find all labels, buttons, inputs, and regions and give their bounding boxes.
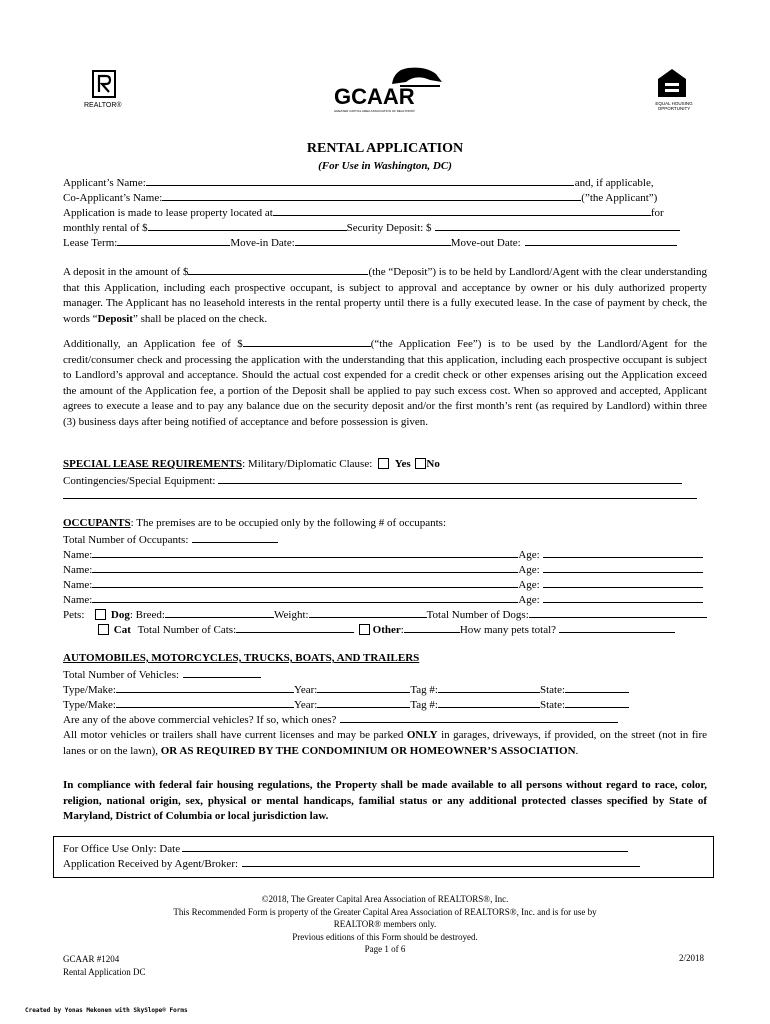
footer-members-only: REALTOR® members only. — [333, 919, 437, 929]
occupant-name-label: Name: — [63, 549, 93, 561]
footer-block — [0, 893, 770, 956]
vehicle-tag-label: Tag #: — [410, 699, 438, 711]
weight-label: Weight: — [274, 609, 309, 621]
parking-text-end: . — [575, 744, 579, 757]
parking-text-body: in garages, driveways, if provided, on the street (not in fire lanes or on the lawn), — [63, 729, 707, 757]
form-date: 2/2018 — [678, 953, 704, 963]
vehicles-heading: AUTOMOBILES, MOTORCYCLES, TRUCKS, BOATS, AND TRAILERS — [63, 652, 420, 664]
weight-field[interactable] — [309, 606, 427, 618]
occupant-3-name-field[interactable] — [92, 576, 518, 588]
occupant-name-label: Name: — [63, 594, 93, 606]
office-date-row — [63, 840, 628, 855]
cat-checkbox[interactable] — [98, 624, 109, 635]
form-number: GCAAR #1204 — [63, 954, 120, 964]
other-pet-checkbox[interactable] — [359, 624, 370, 635]
total-dogs-label: Total Number of Dogs: — [426, 609, 529, 621]
total-occupants-field[interactable] — [192, 531, 278, 543]
total-dogs-field[interactable] — [529, 606, 707, 618]
how-many-pets-field[interactable] — [559, 621, 675, 633]
fee-paragraph — [63, 335, 707, 430]
applicant-suffix: and, if applicable, — [574, 177, 654, 189]
page-title: RENTAL APPLICATION — [306, 141, 464, 156]
security-deposit-field[interactable] — [435, 219, 680, 231]
deposit-para-end: ” shall be placed on the check. — [132, 312, 268, 325]
occupant-age-label: Age: — [518, 564, 540, 576]
total-occupants-label: Total Number of Occupants: — [63, 534, 189, 546]
monthly-rental-label: monthly rental of $ — [63, 222, 148, 234]
vehicle-1-year-field[interactable] — [317, 681, 410, 693]
occupant-row-1 — [63, 546, 703, 561]
commercial-vehicles-row — [63, 711, 618, 726]
property-row — [63, 204, 664, 219]
vehicle-1-tag-field[interactable] — [438, 681, 540, 693]
applicant-label: Applicant’s Name: — [63, 177, 146, 189]
vehicle-year-label: Year: — [294, 684, 318, 696]
total-vehicles-row — [63, 666, 261, 681]
occupant-name-label: Name: — [63, 579, 93, 591]
deposit-para-body: (the “Deposit”) is to be held by Landlord/Agent with the clear understanding that this Application, including each prospective occupant, is subject to approval and acceptance by owner or his duly authorized property manager. The Applicant has no leasehold interests in the rental property until there is a fully executed lease. In the case of payment by check, the words “ — [63, 266, 707, 325]
move-in-date-field[interactable] — [295, 234, 451, 246]
property-suffix: for — [650, 207, 664, 219]
fee-para-start: Additionally, an Application fee of $ — [63, 338, 243, 350]
commercial-vehicles-label: Are any of the above commercial vehicles? If so, which ones? — [63, 714, 337, 726]
deposit-word: Deposit — [97, 312, 133, 325]
equal-housing-logo — [652, 68, 696, 118]
vehicles-heading-row — [63, 651, 419, 666]
monthly-rental-field[interactable] — [148, 219, 347, 231]
other-pet-field[interactable] — [404, 621, 460, 633]
contingencies-field[interactable] — [218, 472, 682, 484]
occupant-2-name-field[interactable] — [92, 561, 518, 573]
gcaar-logo-subtext: GREATER CAPITAL AREA ASSOCIATION OF REALTORS® — [334, 109, 415, 113]
rent-row — [63, 219, 680, 234]
occupant-row-4 — [63, 591, 703, 606]
contingencies-row — [63, 472, 682, 487]
commercial-vehicles-field[interactable] — [340, 711, 618, 723]
lease-term-field[interactable] — [117, 234, 230, 246]
equal-housing-icon — [657, 68, 687, 98]
vehicle-2-state-field[interactable] — [565, 696, 629, 708]
occupant-1-name-field[interactable] — [92, 546, 518, 558]
applicant-name-field[interactable] — [146, 174, 574, 186]
contingencies-field-line2[interactable] — [63, 498, 697, 499]
parking-association-clause: OR AS REQUIRED BY THE CONDOMINIUM OR HOMEOWNER’S ASSOCIATION — [160, 744, 576, 757]
security-deposit-label: Security Deposit: $ — [346, 222, 432, 234]
occupants-heading: OCCUPANTS — [63, 517, 131, 529]
occupant-3-age-field[interactable] — [543, 576, 703, 588]
realtor-logo — [80, 70, 130, 116]
office-date-label: For Office Use Only: Date — [63, 843, 181, 855]
pets-label: Pets: — [63, 609, 85, 621]
property-label: Application is made to lease property located at — [63, 207, 273, 219]
form-name: Rental Application DC — [63, 967, 146, 977]
lease-term-label: Lease Term: — [63, 237, 118, 249]
occupants-intro: : The premises are to be occupied only by the following # of occupants: — [130, 517, 446, 529]
parking-text-start: All motor vehicles or trailers shall have current licenses and may be parked — [63, 729, 407, 741]
fee-para-body: (“the Application Fee”) is to be used by the Landlord/Agent for the credit/consumer check and processing the application with the understanding that this application, including each prospective occupant is subject to Landlord’s approval and acceptance. Should the actual cost expended for a credit check or other expenses arising out the Application exceed the amount of the Application fee, a portion of the Deposit shall be applied to pay such excess cost. When so approved and accepted, Applicant agrees to execute a lease and to pay any balance due on the security deposit and/or the first month’s rent (as required by Landlord) within three (3) business days after being notified of acceptance and before possession is given. — [63, 338, 707, 428]
total-occupants-row — [63, 531, 278, 546]
pets-cat-row: Cat Total Number of Cats: Other: How many pets total? — [63, 621, 675, 636]
other-pet-label: Other — [372, 624, 401, 636]
dog-label: Dog — [110, 609, 130, 621]
occupant-1-age-field[interactable] — [543, 546, 703, 558]
occupant-age-label: Age: — [518, 549, 540, 561]
vehicle-tag-label: Tag #: — [410, 684, 438, 696]
occupant-age-label: Age: — [518, 579, 540, 591]
fair-housing-statement: In compliance with federal fair housing regulations, the Property shall be made available to all persons without regard to race, color, religion, national origin, sex, physical or mental handicaps, familial status or any additional protected classes specified by State of Maryland, District of Columbia or local jurisdiction law. — [63, 779, 707, 822]
cat-label: Cat — [113, 624, 131, 636]
move-in-label: Move-in Date: — [230, 237, 295, 249]
office-received-row — [63, 855, 640, 870]
footer-previous-editions: Previous editions of this Form should be destroyed. — [292, 931, 478, 942]
form-id-block — [63, 953, 146, 979]
parking-paragraph — [63, 728, 707, 759]
total-vehicles-label: Total Number of Vehicles: — [63, 669, 180, 681]
special-requirements-heading: SPECIAL LEASE REQUIREMENTS — [63, 458, 243, 470]
vehicle-type-label: Type/Make: — [63, 684, 116, 696]
footer-property-notice: This Recommended Form is property of the Greater Capital Area Association of REALTORS®, Inc. and is for use by — [173, 906, 597, 917]
military-clause-label: : Military/Diplomatic Clause: — [242, 458, 373, 470]
breed-field[interactable] — [165, 606, 274, 618]
occupant-age-label: Age: — [518, 594, 540, 606]
military-yes-checkbox[interactable] — [378, 458, 389, 469]
coapplicant-row — [63, 189, 657, 204]
vehicle-year-label: Year: — [294, 699, 318, 711]
total-cats-field[interactable] — [236, 621, 354, 633]
dog-checkbox[interactable] — [95, 609, 106, 620]
coapplicant-label: Co-Applicant’s Name: — [63, 192, 163, 204]
vehicle-2-tag-field[interactable] — [438, 696, 540, 708]
vehicle-row-1 — [63, 681, 629, 696]
coapplicant-name-field[interactable] — [162, 189, 581, 201]
occupant-4-name-field[interactable] — [92, 591, 518, 603]
property-address-field[interactable] — [273, 204, 651, 216]
special-requirements-row — [63, 457, 440, 472]
move-out-label: Move-out Date: — [450, 237, 521, 249]
page-number: Page 1 of 6 — [364, 944, 406, 954]
vehicle-row-2 — [63, 696, 629, 711]
deposit-para-start: A deposit in the amount of $ — [63, 266, 189, 278]
parking-only-word: ONLY — [406, 729, 438, 741]
vehicle-state-label: State: — [539, 684, 566, 696]
how-many-pets-label: How many pets total? — [459, 624, 557, 636]
occupant-name-label: Name: — [63, 564, 93, 576]
office-received-field[interactable] — [242, 855, 640, 867]
military-yes-label: Yes — [394, 458, 411, 470]
office-date-field[interactable] — [182, 840, 628, 852]
gcaar-logo-text: GCAAR — [334, 84, 415, 109]
realtor-logo-text: REALTOR® — [84, 102, 122, 109]
occupant-row-2 — [63, 561, 703, 576]
occupant-row-3 — [63, 576, 703, 591]
application-fee-field[interactable] — [243, 335, 371, 347]
total-cats-label: Total Number of Cats: — [137, 624, 237, 636]
equal-housing-text: EQUAL HOUSING OPPORTUNITY — [655, 101, 693, 111]
move-out-date-field[interactable] — [525, 234, 677, 246]
page-subtitle: (For Use in Washington, DC) — [318, 160, 452, 172]
deposit-amount-field[interactable] — [188, 263, 368, 275]
office-use-box — [53, 836, 714, 878]
vehicle-1-state-field[interactable] — [565, 681, 629, 693]
breed-label: : Breed: — [129, 609, 165, 621]
pets-dog-row — [63, 606, 707, 621]
realtor-r-icon — [92, 70, 116, 98]
vehicle-state-label: State: — [539, 699, 566, 711]
total-vehicles-field[interactable] — [183, 666, 261, 678]
military-no-label: No — [426, 458, 440, 470]
contingencies-label: Contingencies/Special Equipment: — [63, 475, 216, 487]
occupant-2-age-field[interactable] — [543, 561, 703, 573]
office-received-label: Application Received by Agent/Broker: — [63, 858, 239, 870]
coapplicant-suffix: (”the Applicant”) — [581, 192, 658, 204]
occupants-row — [63, 516, 446, 531]
vehicle-2-type-field[interactable] — [116, 696, 294, 708]
vehicle-1-type-field[interactable] — [116, 681, 294, 693]
gcaar-logo — [332, 64, 442, 114]
vehicle-type-label: Type/Make: — [63, 699, 116, 711]
lease-term-row — [63, 234, 677, 249]
vehicle-2-year-field[interactable] — [317, 696, 410, 708]
footer-copyright: ©2018, The Greater Capital Area Association of REALTORS®, Inc. — [261, 894, 509, 904]
occupant-4-age-field[interactable] — [543, 591, 703, 603]
applicant-row — [63, 174, 654, 189]
military-no-checkbox[interactable] — [415, 458, 426, 469]
created-by-note: Created by Yonas Mekonen with SkySlope® Forms — [25, 1007, 188, 1014]
deposit-paragraph — [63, 263, 707, 327]
